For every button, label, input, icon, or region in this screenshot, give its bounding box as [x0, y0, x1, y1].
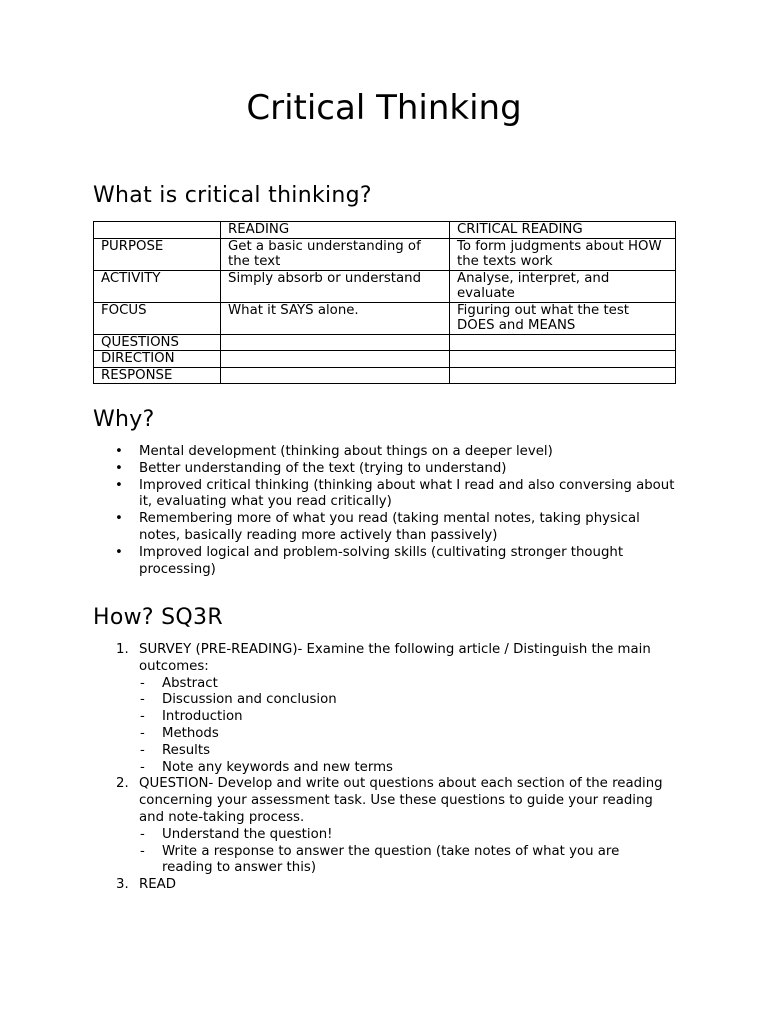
sub-item-text: Methods [162, 725, 219, 741]
table-row [94, 351, 676, 368]
step-item [93, 877, 669, 894]
bullet-icon: • [115, 511, 123, 527]
dash-icon: - [140, 759, 145, 775]
table-row [94, 367, 676, 384]
dash-icon: - [140, 692, 145, 708]
step-number: 1. [116, 642, 129, 657]
table-row-label: FOCUS [94, 302, 221, 334]
sq3r-step-list [93, 642, 693, 894]
table-cell: Figuring out what the test DOES and MEANS [450, 302, 676, 334]
document-title: Critical Thinking [246, 88, 522, 128]
list-item-text: Improved critical thinking (thinking about what I read and also conversing about it, evaluating what you read critically) [139, 477, 675, 510]
table-cell [450, 351, 676, 368]
dash-icon: - [140, 725, 145, 741]
table-cell [221, 334, 450, 351]
list-item-text: Mental development (thinking about things on a deeper level) [139, 444, 553, 459]
bullet-icon: • [115, 477, 123, 493]
sub-item-text: Introduction [162, 709, 243, 725]
table-row [94, 334, 676, 351]
list-item [93, 545, 681, 579]
sub-item-text: Understand the question! [162, 826, 333, 842]
sub-list-item [139, 676, 669, 693]
table-cell: Get a basic understanding of the text [221, 238, 450, 270]
sub-item-text: Write a response to answer the question (take notes of what you are reading to answer this) [162, 843, 620, 876]
sub-list-item [139, 692, 669, 709]
comparison-table [93, 221, 676, 384]
bullet-icon: • [115, 444, 123, 459]
dash-icon: - [140, 709, 145, 725]
table-cell [221, 351, 450, 368]
why-bullet-list [93, 444, 693, 578]
list-item [93, 461, 681, 478]
table-cell [450, 334, 676, 351]
step-item [93, 776, 669, 877]
step-number: 2. [116, 776, 129, 792]
table-row-label: RESPONSE [94, 367, 221, 384]
table-cell: What it SAYS alone. [221, 302, 450, 334]
table-header-row [94, 222, 676, 239]
table-header-cell: READING [221, 222, 450, 239]
list-item-text: Better understanding of the text (trying to understand) [139, 460, 507, 476]
sub-list-item [139, 827, 669, 844]
table-row-label: PURPOSE [94, 238, 221, 270]
table-cell: Analyse, interpret, and evaluate [450, 270, 676, 302]
table-cell: Simply absorb or understand [221, 270, 450, 302]
sub-item-text: Results [162, 742, 211, 758]
table-cell: To form judgments about HOW the texts work [450, 238, 676, 270]
table-row [94, 238, 676, 270]
sub-list-item [139, 743, 669, 760]
step-item [93, 642, 669, 776]
bullet-icon: • [115, 460, 123, 476]
sub-item-text: Note any keywords and new terms [162, 759, 393, 775]
table-row [94, 270, 676, 302]
step-subitem-list [139, 827, 669, 877]
step-subitem-list [139, 676, 669, 777]
section-heading-why: Why? [93, 407, 155, 432]
sub-list-item [139, 844, 669, 878]
section-heading-how: How? SQ3R [93, 605, 223, 630]
table-row-label: ACTIVITY [94, 270, 221, 302]
step-text: SURVEY (PRE-READING)- Examine the following article / Distinguish the main outcomes: [139, 642, 651, 674]
list-item-text: Improved logical and problem-solving skills (cultivating stronger thought processing) [139, 544, 624, 577]
step-text: QUESTION- Develop and write out questions about each section of the reading concerning your assessment task. Use these questions to guide your reading and note-taking process. [139, 776, 663, 825]
dash-icon: - [140, 742, 145, 758]
dash-icon: - [140, 843, 145, 859]
sub-item-text: Discussion and conclusion [162, 692, 337, 708]
list-item [93, 511, 681, 545]
list-item [93, 478, 681, 512]
bullet-icon: • [115, 544, 123, 560]
sub-list-item [139, 760, 669, 777]
table-cell [450, 367, 676, 384]
table-row [94, 302, 676, 334]
table-row-label: DIRECTION [94, 351, 221, 368]
step-number: 3. [116, 877, 129, 893]
step-text: READ [139, 877, 176, 893]
sub-item-text: Abstract [162, 675, 218, 691]
table-cell [221, 367, 450, 384]
section-heading-what: What is critical thinking? [93, 183, 372, 208]
table-header-cell: CRITICAL READING [450, 222, 676, 239]
dash-icon: - [140, 826, 145, 842]
sub-list-item [139, 709, 669, 726]
dash-icon: - [140, 675, 145, 691]
sub-list-item [139, 726, 669, 743]
table-cell [94, 222, 221, 239]
list-item [93, 444, 681, 461]
table-row-label: QUESTIONS [94, 334, 221, 351]
list-item-text: Remembering more of what you read (taking mental notes, taking physical notes, basically reading more actively than passively) [139, 511, 640, 543]
